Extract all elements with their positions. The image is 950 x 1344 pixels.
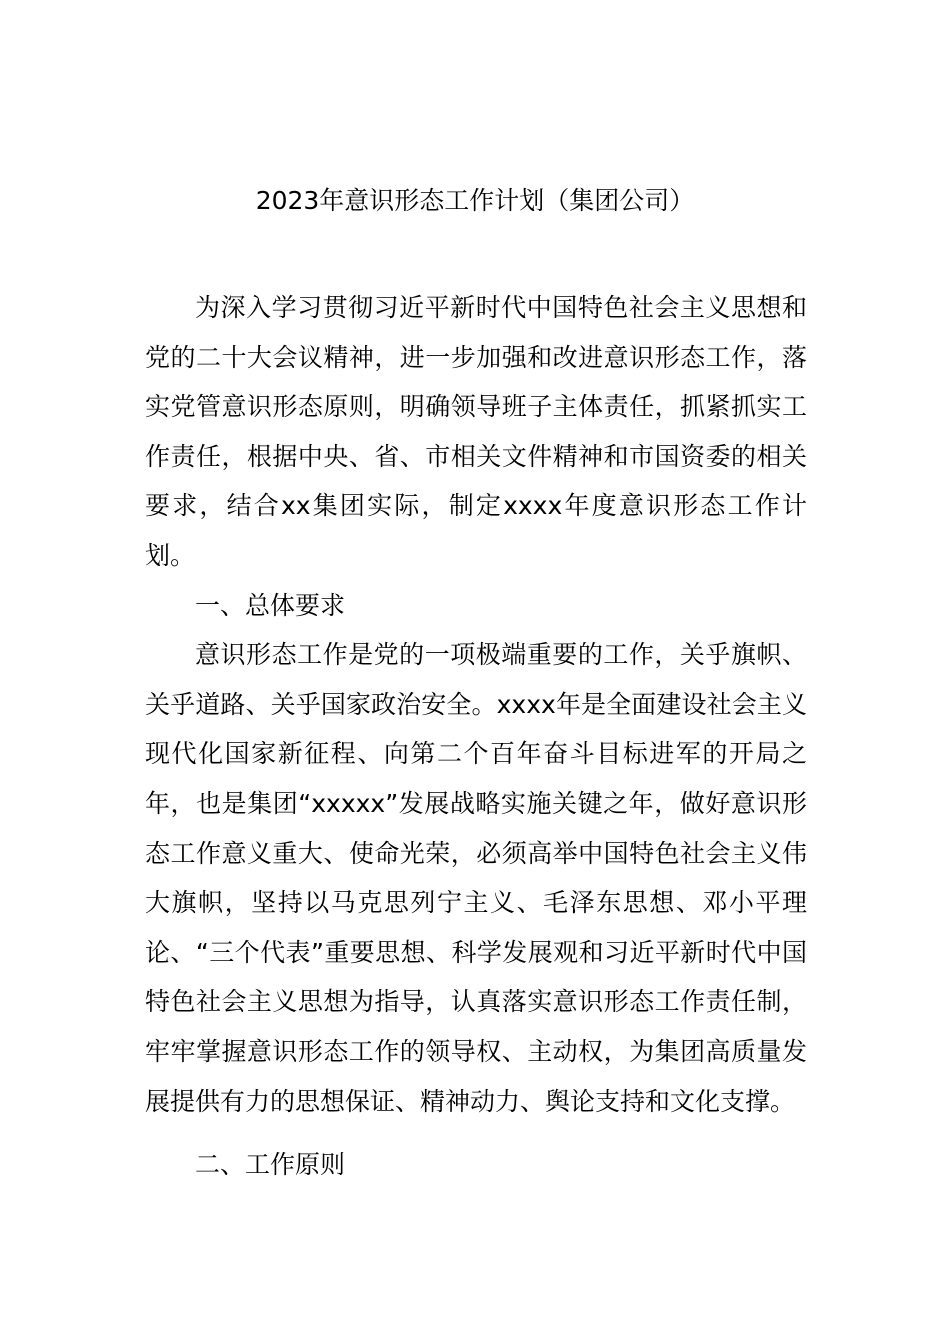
intro-paragraph: 为深入学习贯彻习近平新时代中国特色社会主义思想和党的二十大会议精神，进一步加强和改进意识形态工作，落实党管意识形态原则，明确领导班子主体责任，抓紧抓实工作责任，根据中央、省、市相关文件精神和市国资委的相关要求，结合xx集团实际，制定xxxx年度意识形态工作计划。 (145, 293, 807, 570)
section-heading-work-principles: 二、工作原则 (195, 1150, 346, 1180)
general-requirements-paragraph: 意识形态工作是党的一项极端重要的工作，关乎旗帜、关乎道路、关乎国家政治安全。xxxx年是全面建设社会主义现代化国家新征程、向第二个百年奋斗目标进军的开局之年，也是集团“xxxxx”发展战略实施关键之年，做好意识形态工作意义重大、使命光荣，必须高举中国特色社会主义伟大旗帜，坚持以马克思列宁主义、毛泽东思想、邓小平理论、“三个代表”重要思想、科学发展观和习近平新时代中国特色社会主义思想为指导，认真落实意识形态工作责任制，牢牢掌握意识形态工作的领导权、主动权，为集团高质量发展提供有力的思想保证、精神动力、舆论支持和文化支撑。 (145, 640, 807, 1116)
document-title: 2023年意识形态工作计划（集团公司） (255, 186, 695, 215)
section-heading-general-requirements: 一、总体要求 (195, 590, 346, 620)
document-body (145, 283, 807, 1190)
